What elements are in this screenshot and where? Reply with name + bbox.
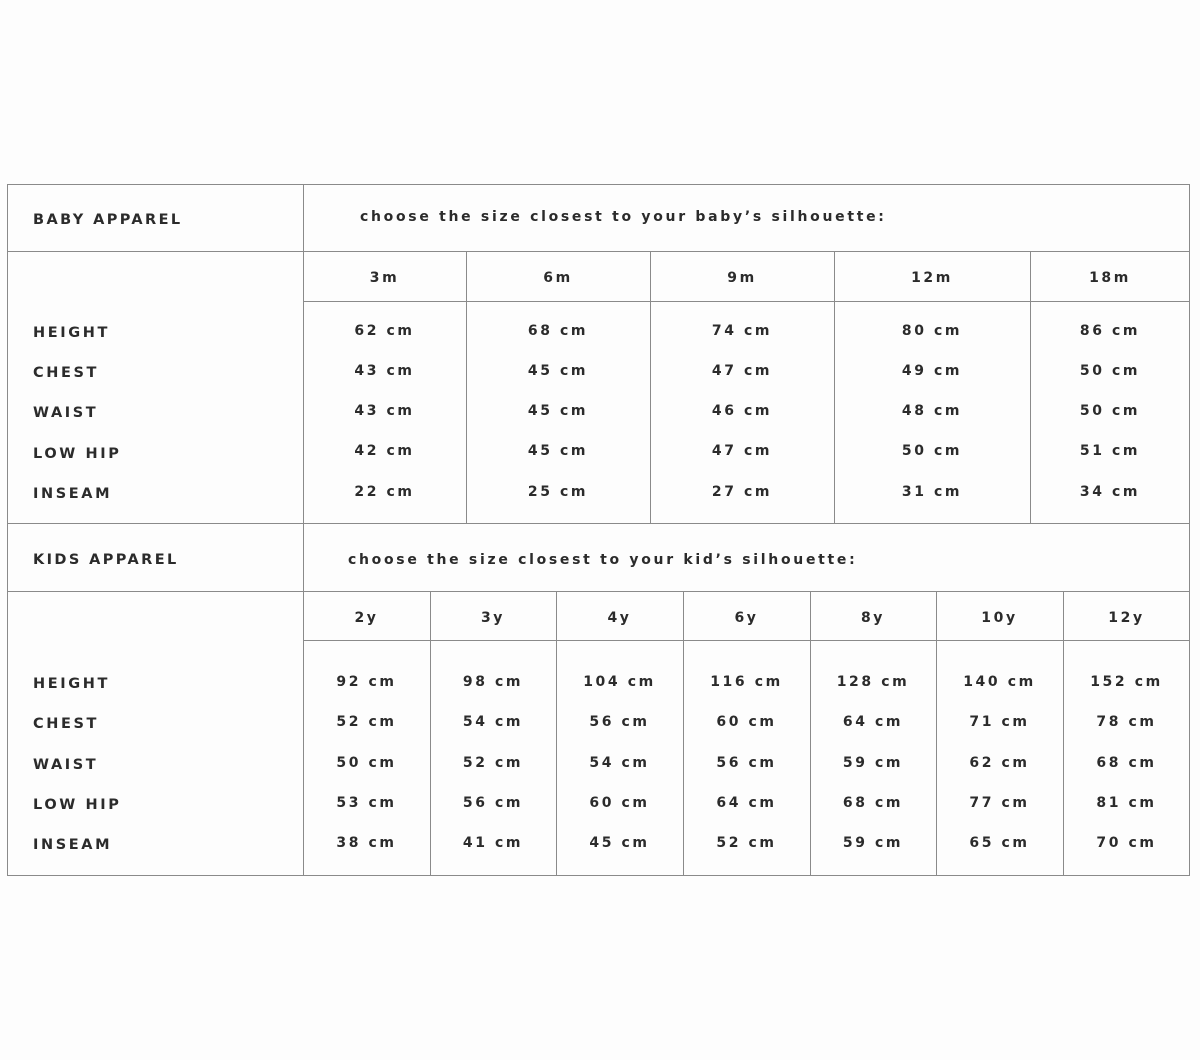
measurement-label: INSEAM [33, 837, 113, 853]
measurement-value: 59 cm [842, 755, 904, 771]
divider [303, 301, 1190, 302]
measurement-value: 42 cm [354, 443, 415, 459]
measurement-label: CHEST [33, 716, 100, 732]
measurement-value: 48 cm [901, 403, 963, 419]
column-divider [936, 591, 937, 876]
measurement-value: 51 cm [1079, 443, 1141, 459]
measurement-value: 64 cm [842, 714, 904, 730]
measurement-value: 50 cm [901, 443, 963, 459]
measurement-label: WAIST [33, 405, 99, 421]
measurement-value: 140 cm [963, 674, 1036, 690]
measurement-value: 45 cm [527, 443, 589, 459]
measurement-value: 104 cm [583, 674, 656, 690]
size-header: 2y [354, 610, 379, 626]
measurement-value: 52 cm [336, 714, 397, 730]
measurement-value: 47 cm [711, 443, 773, 459]
measurement-value: 27 cm [711, 484, 773, 500]
measurement-label: LOW HIP [33, 446, 122, 462]
measurement-value: 50 cm [1079, 403, 1141, 419]
column-divider [650, 251, 651, 523]
size-header: 4y [607, 610, 632, 626]
measurement-value: 52 cm [462, 755, 524, 771]
measurement-value: 92 cm [336, 674, 397, 690]
column-divider [810, 591, 811, 876]
measurement-value: 68 cm [842, 795, 904, 811]
column-divider [556, 591, 557, 876]
measurement-value: 152 cm [1090, 674, 1163, 690]
measurement-value: 22 cm [354, 484, 415, 500]
measurement-value: 50 cm [1079, 363, 1141, 379]
column-divider [834, 251, 835, 523]
measurement-value: 50 cm [336, 755, 397, 771]
measurement-value: 59 cm [842, 835, 904, 851]
measurement-value: 62 cm [969, 755, 1030, 771]
measurement-value: 65 cm [969, 835, 1030, 851]
measurement-value: 70 cm [1096, 835, 1157, 851]
measurement-value: 31 cm [901, 484, 963, 500]
measurement-value: 60 cm [716, 714, 777, 730]
measurement-value: 56 cm [716, 755, 777, 771]
measurement-value: 49 cm [901, 363, 963, 379]
measurement-value: 81 cm [1096, 795, 1157, 811]
measurement-label: CHEST [33, 365, 100, 381]
kids-section-title: KIDS APPAREL [33, 552, 179, 568]
size-header: 3y [480, 610, 506, 626]
baby-section-caption: choose the size closest to your baby’s silhouette: [360, 209, 887, 225]
measurement-value: 56 cm [462, 795, 524, 811]
column-divider [683, 591, 684, 876]
measurement-value: 68 cm [527, 323, 589, 339]
column-divider [466, 251, 467, 523]
divider [303, 184, 304, 876]
measurement-value: 38 cm [336, 835, 397, 851]
measurement-value: 80 cm [901, 323, 963, 339]
baby-section-title: BABY APPAREL [33, 212, 183, 228]
divider [303, 640, 1190, 641]
measurement-value: 45 cm [589, 835, 650, 851]
measurement-label: INSEAM [33, 486, 113, 502]
size-header: 12y [1108, 610, 1145, 626]
divider [7, 523, 1190, 524]
size-header: 3m [369, 270, 400, 286]
measurement-value: 41 cm [462, 835, 524, 851]
size-header: 9m [727, 270, 757, 286]
measurement-value: 116 cm [710, 674, 783, 690]
measurement-value: 78 cm [1096, 714, 1157, 730]
size-chart-frame [7, 184, 1190, 876]
size-header: 18m [1089, 270, 1131, 286]
size-header: 10y [981, 610, 1018, 626]
measurement-value: 54 cm [589, 755, 650, 771]
column-divider [430, 591, 431, 876]
divider [7, 251, 1190, 252]
column-divider [1063, 591, 1064, 876]
measurement-value: 86 cm [1079, 323, 1141, 339]
measurement-label: HEIGHT [33, 325, 110, 341]
measurement-value: 56 cm [589, 714, 650, 730]
size-header: 6m [543, 270, 573, 286]
measurement-value: 68 cm [1096, 755, 1157, 771]
measurement-value: 53 cm [336, 795, 397, 811]
kids-section-caption: choose the size closest to your kid’s silhouette: [348, 552, 858, 568]
measurement-value: 45 cm [527, 403, 589, 419]
size-header: 8y [860, 610, 886, 626]
measurement-value: 45 cm [527, 363, 589, 379]
divider [7, 591, 1190, 592]
measurement-label: LOW HIP [33, 797, 122, 813]
size-header: 12m [911, 270, 953, 286]
measurement-value: 34 cm [1079, 484, 1141, 500]
measurement-value: 25 cm [527, 484, 589, 500]
measurement-value: 74 cm [711, 323, 773, 339]
measurement-value: 60 cm [589, 795, 650, 811]
measurement-label: WAIST [33, 757, 99, 773]
measurement-label: HEIGHT [33, 676, 110, 692]
size-header: 6y [734, 610, 759, 626]
measurement-value: 54 cm [462, 714, 524, 730]
measurement-value: 98 cm [462, 674, 524, 690]
measurement-value: 128 cm [836, 674, 910, 690]
measurement-value: 43 cm [354, 403, 415, 419]
measurement-value: 47 cm [711, 363, 773, 379]
measurement-value: 62 cm [354, 323, 415, 339]
column-divider [1030, 251, 1031, 523]
measurement-value: 64 cm [716, 795, 777, 811]
measurement-value: 71 cm [969, 714, 1030, 730]
measurement-value: 46 cm [711, 403, 773, 419]
measurement-value: 52 cm [716, 835, 777, 851]
measurement-value: 43 cm [354, 363, 415, 379]
measurement-value: 77 cm [969, 795, 1030, 811]
